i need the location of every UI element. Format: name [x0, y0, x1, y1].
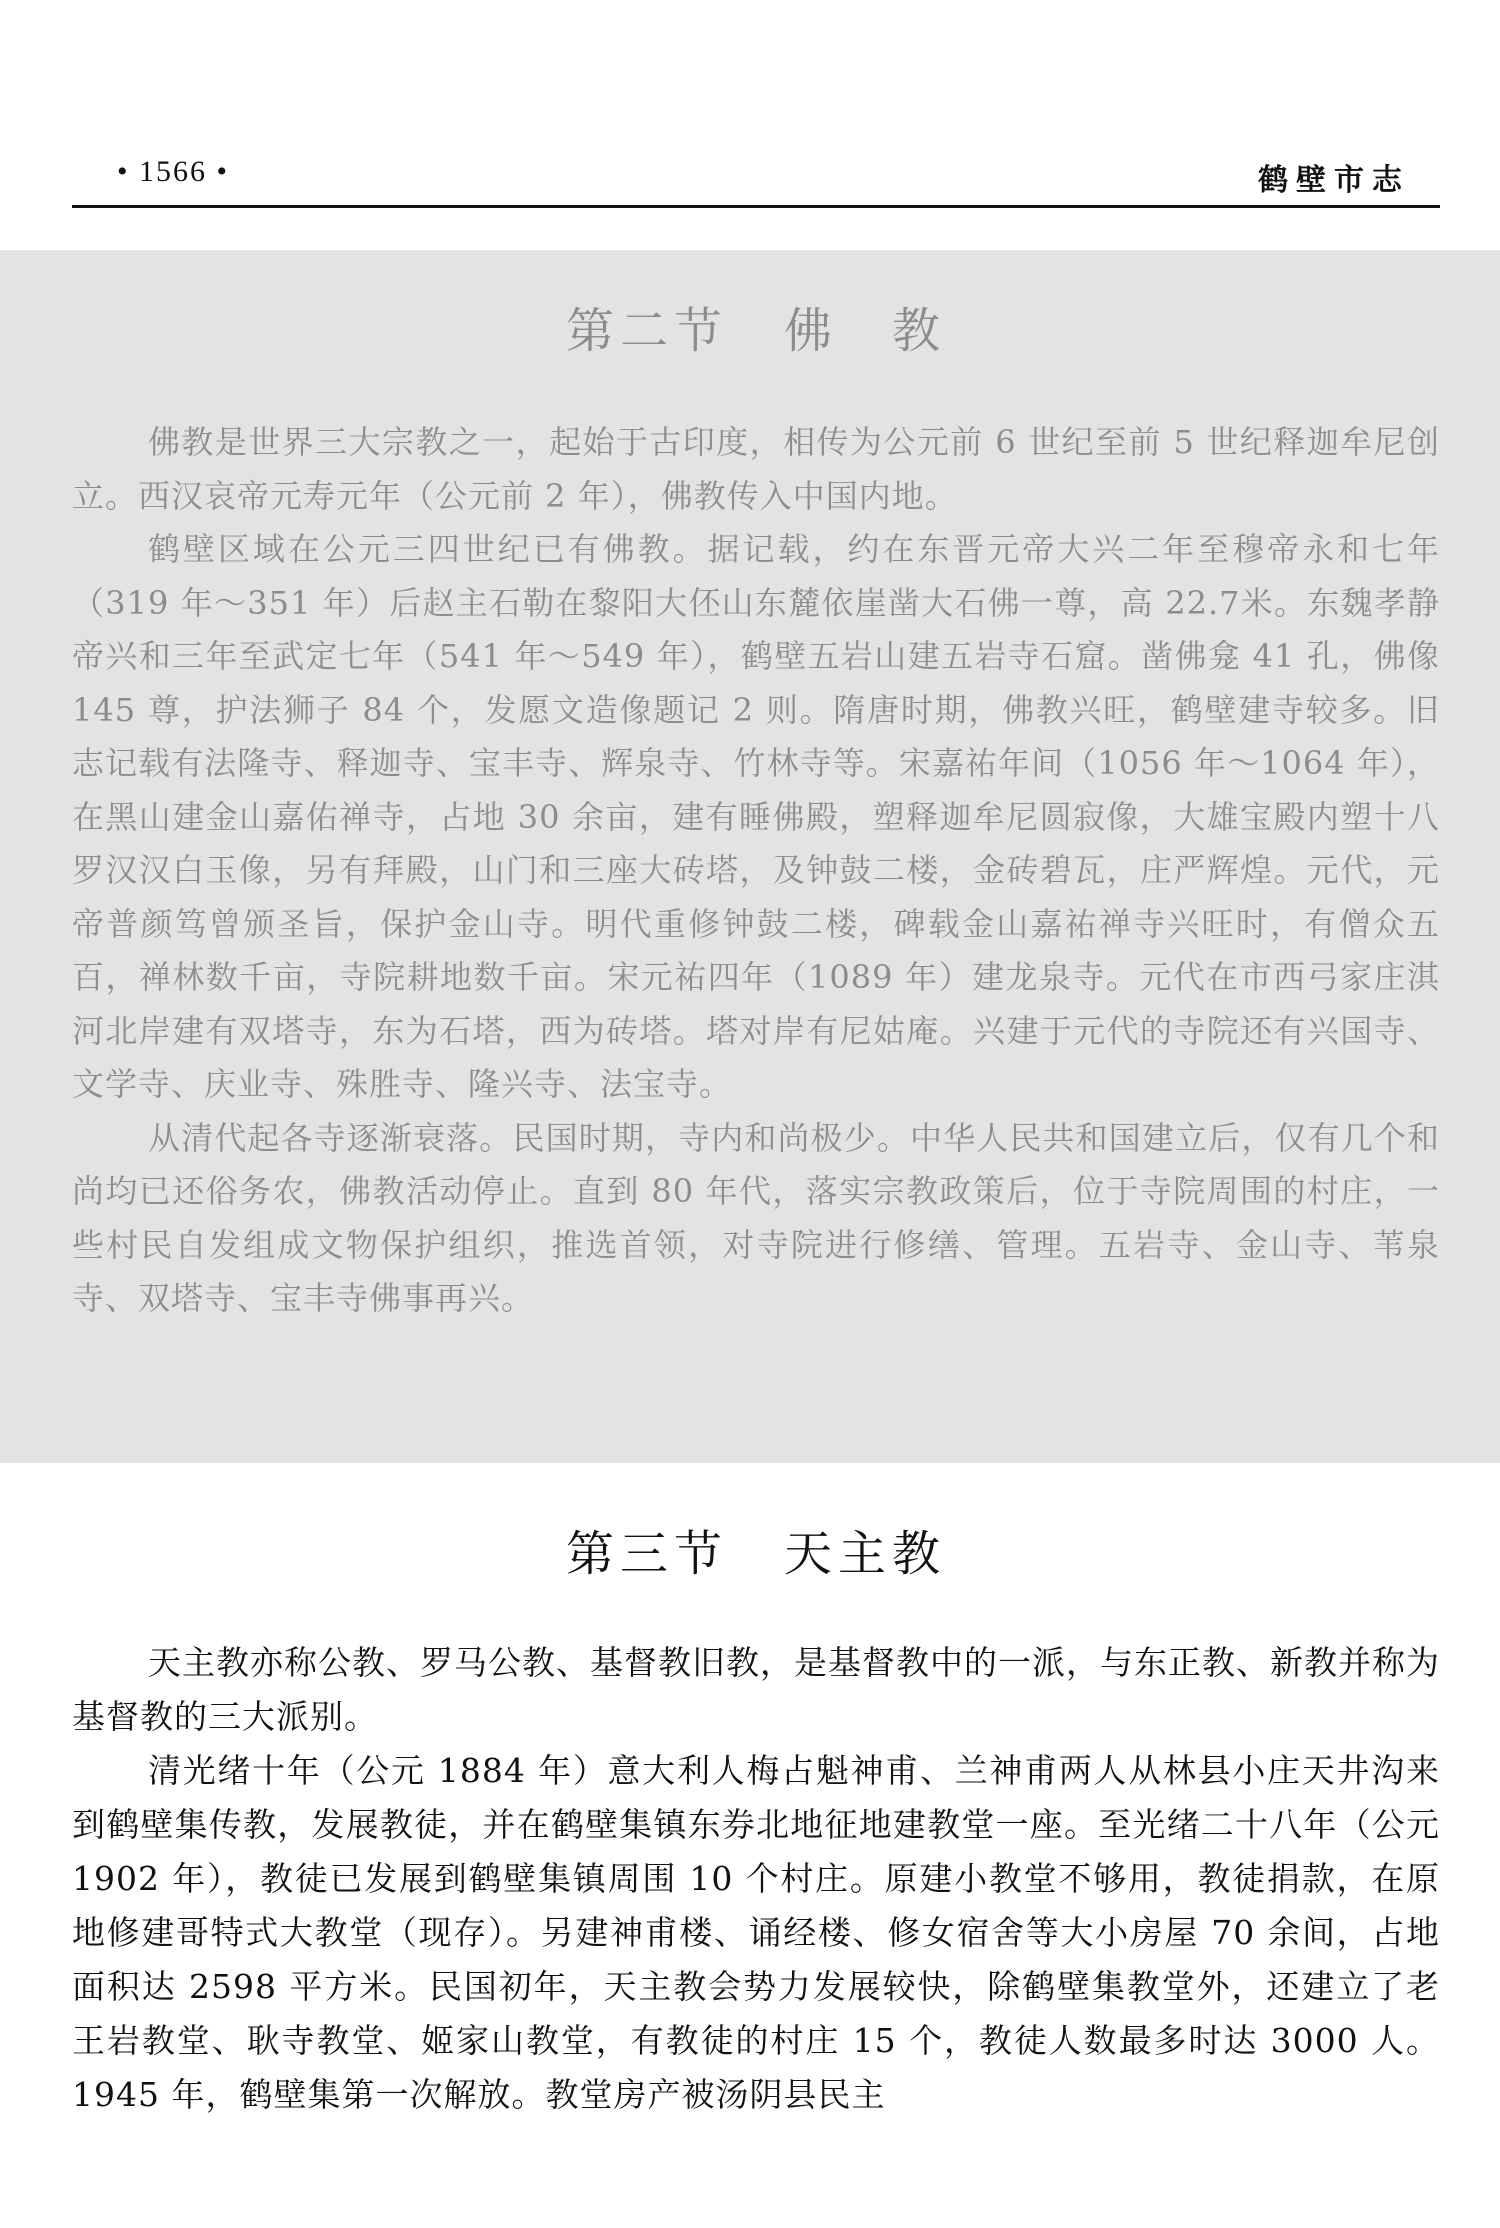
- section-buddhism: [72, 292, 1440, 1326]
- page-number: • 1566 •: [117, 155, 230, 188]
- section-title-catholicism: [72, 1515, 1440, 1584]
- paragraph: 佛教是世界三大宗教之一，起始于古印度，相传为公元前 6 世纪至前 5 世纪释迦牟尼创立。西汉哀帝元寿元年（公元前 2 年），佛教传入中国内地。: [72, 423, 1440, 515]
- book-title: 鹤壁市志: [1258, 163, 1410, 198]
- page-header: [72, 155, 1440, 208]
- section-catholicism: [72, 1515, 1440, 2122]
- section-name: 佛 教: [784, 303, 947, 359]
- section-name: 天主教: [784, 1526, 947, 1582]
- section-title-buddhism: [72, 292, 1440, 361]
- paragraph: 清光绪十年（公元 1884 年）意大利人梅占魁神甫、兰神甫两人从林县小庄天井沟来到鹤壁集传教，发展教徒，并在鹤壁集镇东券北地征地建教堂一座。至光绪二十八年（公元 1902 年），教徒已发展到鹤壁集镇周围 10 个村庄。原建小教堂不够用，教徒捐款，在原地修建哥特式大教堂（现存）。另建神甫楼、诵经楼、修女宿舍等大小房屋 70 余间，占地面积达 2598 平方米。民国初年，天主教会势力发展较快，除鹤壁集教堂外，还建立了老王岩教堂、耿寺教堂、姬家山教堂，有教徒的村庄 15 个，教徒人数最多时达 3000 人。1945 年，鹤壁集第一次解放。教堂房产被汤阴县民主: [72, 1751, 1440, 2114]
- section-number: 第三节: [565, 1526, 728, 1582]
- paragraph: 鹤壁区域在公元三四世纪已有佛教。据记载，约在东晋元帝大兴二年至穆帝永和七年（319 年～351 年）后赵主石勒在黎阳大伾山东麓依崖凿大石佛一尊，高 22.7米。东魏孝静帝兴和三年至武定七年（541 年～549 年），鹤壁五岩山建五岩寺石窟。凿佛龛 41 孔，佛像 145 尊，护法狮子 84 个，发愿文造像题记 2 则。隋唐时期，佛教兴旺，鹤壁建寺较多。旧志记载有法隆寺、释迦寺、宝丰寺、辉泉寺、竹林寺等。宋嘉祐年间（1056 年～1064 年），在黑山建金山嘉佑禅寺，占地 30 余亩，建有睡佛殿，塑释迦牟尼圆寂像，大雄宝殿内塑十八罗汉汉白玉像，另有拜殿，山门和三座大砖塔，及钟鼓二楼，金砖碧瓦，庄严辉煌。元代，元帝普颜笃曾颁圣旨，保护金山寺。明代重修钟鼓二楼，碑载金山嘉祐禅寺兴旺时，有僧众五百，禅林数千亩，寺院耕地数千亩。宋元祐四年（1089 年）建龙泉寺。元代在市西弓家庄淇河北岸建有双塔寺，东为石塔，西为砖塔。塔对岸有尼姑庵。兴建于元代的寺院还有兴国寺、文学寺、庆业寺、殊胜寺、隆兴寺、法宝寺。: [72, 530, 1440, 1103]
- section-number: 第二节: [565, 303, 728, 359]
- paragraph: 天主教亦称公教、罗马公教、基督教旧教，是基督教中的一派，与东正教、新教并称为基督教的三大派别。: [72, 1643, 1440, 1736]
- paragraph: 从清代起各寺逐渐衰落。民国时期，寺内和尚极少。中华人民共和国建立后，仅有几个和尚均已还俗务农，佛教活动停止。直到 80 年代，落实宗教政策后，位于寺院周围的村庄，一些村民自发组成文物保护组织，推选首领，对寺院进行修缮、管理。五岩寺、金山寺、苇泉寺、双塔寺、宝丰寺佛事再兴。: [72, 1118, 1440, 1317]
